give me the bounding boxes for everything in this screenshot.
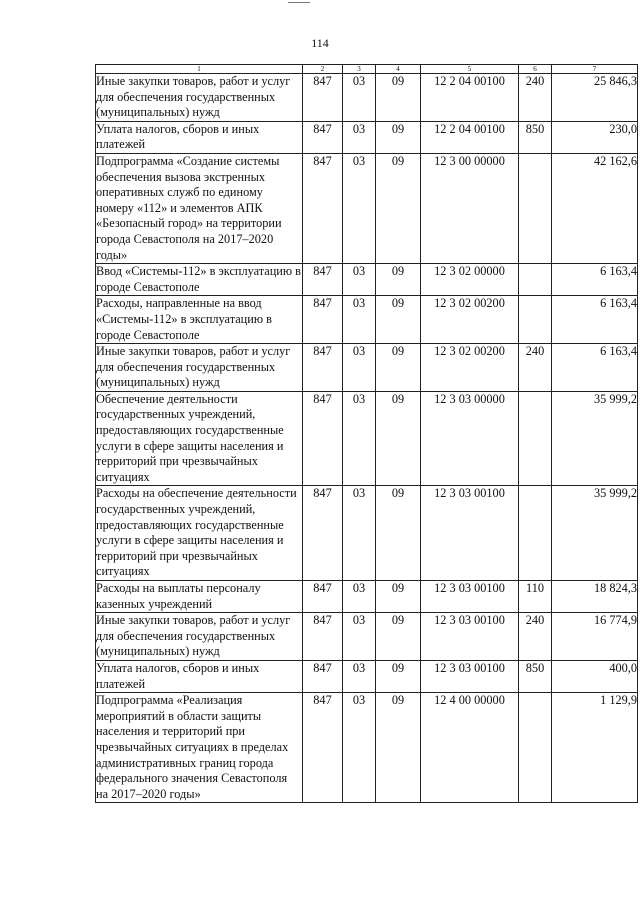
amount: 16 774,9 — [552, 613, 638, 661]
ved-code: 847 — [303, 391, 343, 486]
column-number: 5 — [421, 65, 519, 74]
section-code: 03 — [343, 296, 376, 344]
section-code: 03 — [343, 264, 376, 296]
row-name: Подпрограмма «Реализация мероприятий в области защиты населения и территорий при чрезвычайных ситуациях в пределах административных границ города федерального значения Севастополя на 2017–2020 годы» — [96, 693, 303, 803]
expense-type-code — [519, 693, 552, 803]
section-code: 03 — [343, 344, 376, 392]
amount: 35 999,2 — [552, 391, 638, 486]
ved-code: 847 — [303, 693, 343, 803]
target-article-code: 12 3 02 00200 — [421, 344, 519, 392]
target-article-code: 12 2 04 00100 — [421, 74, 519, 122]
row-name: Расходы на обеспечение деятельности государственных учреждений, предоставляющих государственные услуги в сфере защиты населения и территорий при чрезвычайных ситуациях — [96, 486, 303, 581]
column-number: 1 — [96, 65, 303, 74]
row-name: Уплата налогов, сборов и иных платежей — [96, 121, 303, 153]
target-article-code: 12 3 03 00100 — [421, 613, 519, 661]
expense-type-code — [519, 264, 552, 296]
expense-type-code: 850 — [519, 660, 552, 692]
table-row — [96, 581, 638, 613]
table-row — [96, 660, 638, 692]
table-row — [96, 344, 638, 392]
amount: 230,0 — [552, 121, 638, 153]
subsection-code: 09 — [376, 153, 421, 263]
subsection-code: 09 — [376, 660, 421, 692]
subsection-code: 09 — [376, 264, 421, 296]
ved-code: 847 — [303, 660, 343, 692]
amount: 1 129,9 — [552, 693, 638, 803]
expense-type-code: 110 — [519, 581, 552, 613]
section-code: 03 — [343, 74, 376, 122]
target-article-code: 12 4 00 00000 — [421, 693, 519, 803]
subsection-code: 09 — [376, 486, 421, 581]
budget-table — [95, 64, 638, 803]
amount: 35 999,2 — [552, 486, 638, 581]
ved-code: 847 — [303, 344, 343, 392]
table-row — [96, 121, 638, 153]
table-row — [96, 153, 638, 263]
row-name: Иные закупки товаров, работ и услуг для обеспечения государственных (муниципальных) нужд — [96, 74, 303, 122]
subsection-code: 09 — [376, 296, 421, 344]
amount: 6 163,4 — [552, 264, 638, 296]
subsection-code: 09 — [376, 121, 421, 153]
row-name: Расходы на выплаты персоналу казенных учреждений — [96, 581, 303, 613]
section-code: 03 — [343, 581, 376, 613]
amount: 6 163,4 — [552, 296, 638, 344]
table-row — [96, 296, 638, 344]
subsection-code: 09 — [376, 344, 421, 392]
table-row — [96, 74, 638, 122]
ved-code: 847 — [303, 153, 343, 263]
section-code: 03 — [343, 153, 376, 263]
row-name: Уплата налогов, сборов и иных платежей — [96, 660, 303, 692]
ved-code: 847 — [303, 486, 343, 581]
target-article-code: 12 2 04 00100 — [421, 121, 519, 153]
section-code: 03 — [343, 693, 376, 803]
amount: 6 163,4 — [552, 344, 638, 392]
target-article-code: 12 3 03 00100 — [421, 486, 519, 581]
ved-code: 847 — [303, 613, 343, 661]
column-number: 2 — [303, 65, 343, 74]
target-article-code: 12 3 00 00000 — [421, 153, 519, 263]
row-name: Иные закупки товаров, работ и услуг для обеспечения государственных (муниципальных) нужд — [96, 344, 303, 392]
ved-code: 847 — [303, 296, 343, 344]
expense-type-code — [519, 391, 552, 486]
subsection-code: 09 — [376, 581, 421, 613]
expense-type-code — [519, 486, 552, 581]
row-name: Подпрограмма «Создание системы обеспечения вызова экстренных оперативных служб по единому номеру «112» и элементов АПК «Безопасный город» на территории города Севастополя на 2017–2020 годы» — [96, 153, 303, 263]
section-code: 03 — [343, 391, 376, 486]
subsection-code: 09 — [376, 613, 421, 661]
expense-type-code — [519, 153, 552, 263]
section-code: 03 — [343, 121, 376, 153]
section-code: 03 — [343, 660, 376, 692]
table-row — [96, 264, 638, 296]
column-number: 6 — [519, 65, 552, 74]
row-name: Расходы, направленные на ввод «Системы-112» в эксплуатацию в городе Севастополе — [96, 296, 303, 344]
table-row — [96, 693, 638, 803]
expense-type-code: 850 — [519, 121, 552, 153]
row-name: Обеспечение деятельности государственных учреждений, предоставляющих государственные услуги в сфере защиты населения и территорий при чрезвычайных ситуациях — [96, 391, 303, 486]
column-number: 4 — [376, 65, 421, 74]
target-article-code: 12 3 03 00100 — [421, 581, 519, 613]
column-number: 7 — [552, 65, 638, 74]
target-article-code: 12 3 02 00000 — [421, 264, 519, 296]
subsection-code: 09 — [376, 74, 421, 122]
section-code: 03 — [343, 613, 376, 661]
target-article-code: 12 3 03 00100 — [421, 660, 519, 692]
page-number: 114 — [311, 36, 329, 50]
amount: 25 846,3 — [552, 74, 638, 122]
target-article-code: 12 3 03 00000 — [421, 391, 519, 486]
row-name: Ввод «Системы-112» в эксплуатацию в городе Севастополе — [96, 264, 303, 296]
ved-code: 847 — [303, 74, 343, 122]
section-code: 03 — [343, 486, 376, 581]
table-row — [96, 613, 638, 661]
expense-type-code: 240 — [519, 74, 552, 122]
expense-type-code: 240 — [519, 613, 552, 661]
ved-code: 847 — [303, 581, 343, 613]
column-number: 3 — [343, 65, 376, 74]
expense-type-code: 240 — [519, 344, 552, 392]
table-row — [96, 486, 638, 581]
row-name: Иные закупки товаров, работ и услуг для обеспечения государственных (муниципальных) нужд — [96, 613, 303, 661]
scan-mark — [288, 2, 310, 3]
table-row — [96, 391, 638, 486]
ved-code: 847 — [303, 121, 343, 153]
amount: 400,0 — [552, 660, 638, 692]
expense-type-code — [519, 296, 552, 344]
subsection-code: 09 — [376, 693, 421, 803]
subsection-code: 09 — [376, 391, 421, 486]
target-article-code: 12 3 02 00200 — [421, 296, 519, 344]
amount: 42 162,6 — [552, 153, 638, 263]
ved-code: 847 — [303, 264, 343, 296]
amount: 18 824,3 — [552, 581, 638, 613]
column-number-row — [96, 65, 638, 74]
